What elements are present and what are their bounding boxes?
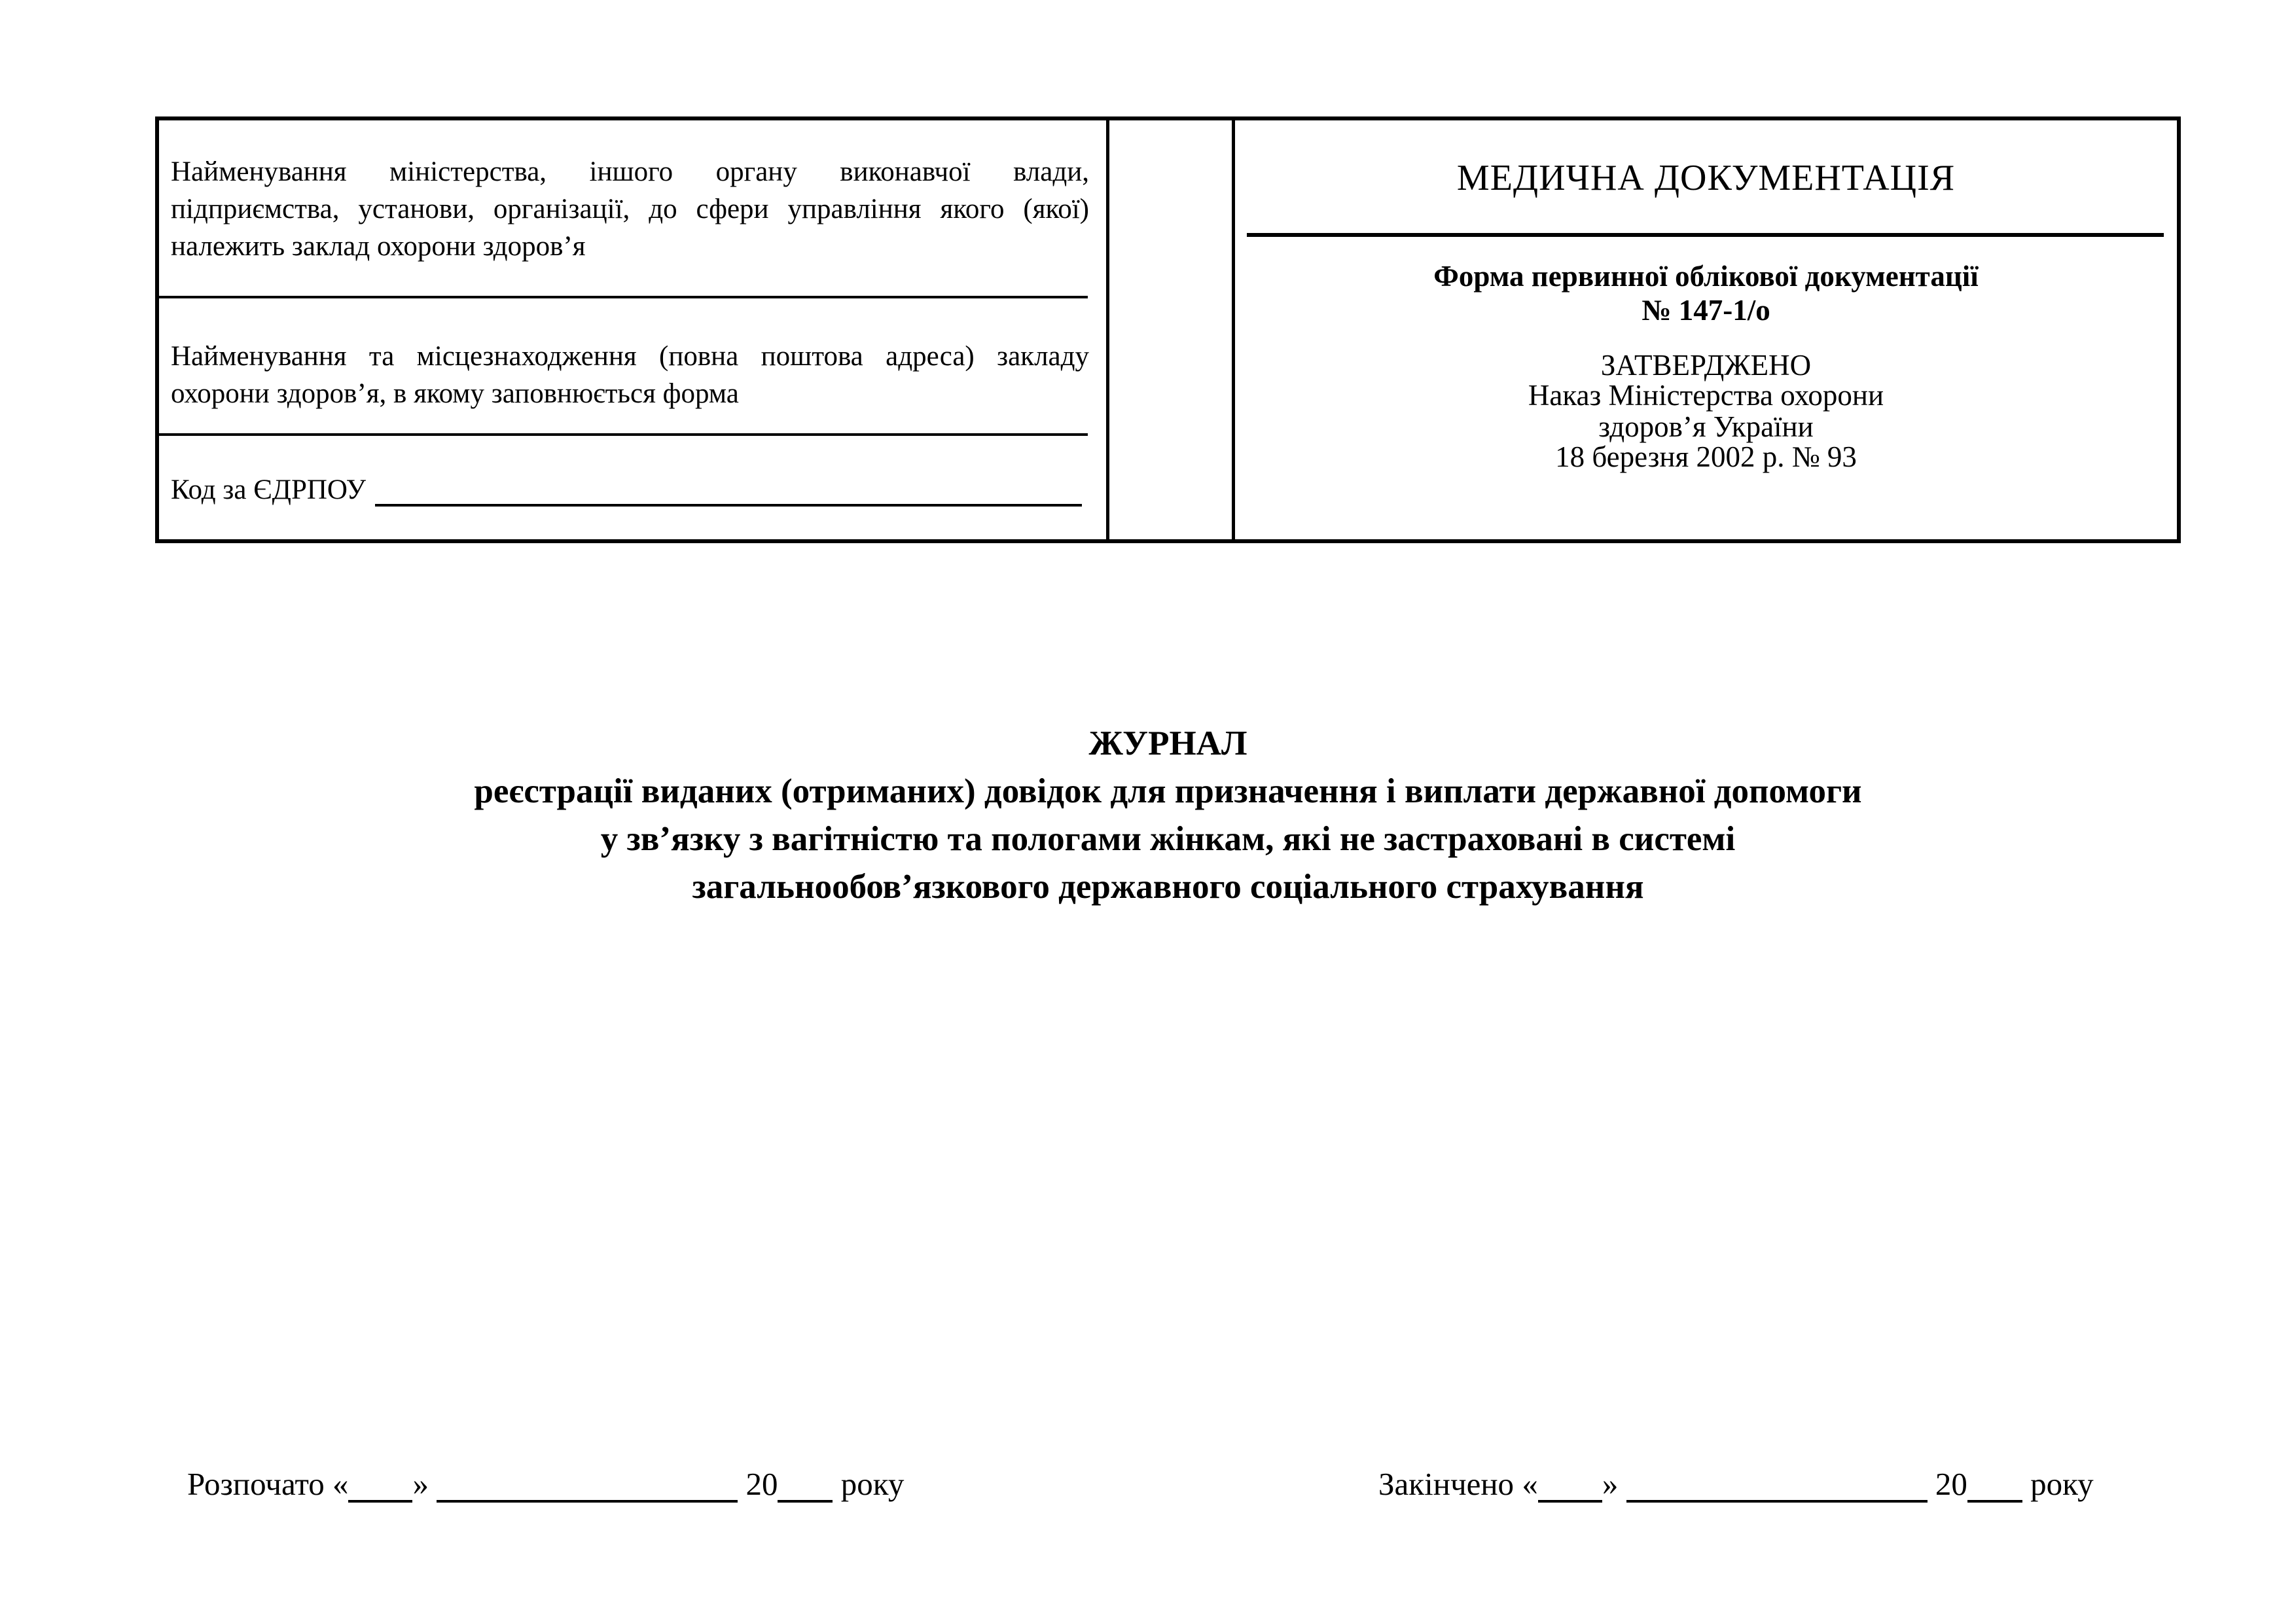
day-fill-in-line bbox=[348, 1493, 412, 1503]
facility-name-line: Найменування та місцезнаходження (повна поштова адреса) закладу bbox=[171, 341, 1089, 372]
started-date-row bbox=[187, 1466, 904, 1503]
close-quote: » bbox=[412, 1466, 429, 1502]
month-fill-in-line bbox=[437, 1493, 738, 1503]
fill-in-line bbox=[159, 433, 1088, 436]
year-prefix: 20 bbox=[1935, 1466, 1967, 1502]
ministry-name-line: належить заклад охорони здоров’я bbox=[171, 231, 586, 262]
empty-code-cell bbox=[1109, 120, 1235, 539]
order-line: Наказ Міністерства охорони bbox=[1528, 379, 1884, 412]
journal-title-line: ЖУРНАЛ bbox=[1088, 724, 1247, 762]
form-number: № 147-1/о bbox=[1641, 294, 1770, 327]
order-line: 18 березня 2002 р. № 93 bbox=[1555, 440, 1857, 473]
edrpou-row bbox=[171, 474, 1089, 507]
close-quote: » bbox=[1602, 1466, 1619, 1502]
year-fill-in-line bbox=[1967, 1493, 2022, 1503]
journal-title-line: загальнообов’язкового державного соціального страхування bbox=[692, 868, 1644, 906]
issuer-info-cell bbox=[159, 120, 1109, 539]
year-prefix: 20 bbox=[745, 1466, 778, 1502]
journal-title-line: у зв’язку з вагітністю та пологами жінкам, які не застраховані в системі bbox=[600, 820, 1736, 858]
edrpou-fill-in-line bbox=[375, 497, 1082, 507]
edrpou-label: Код за ЄДРПОУ bbox=[171, 474, 367, 505]
day-fill-in-line bbox=[1538, 1493, 1602, 1503]
facility-name-line: охорони здоров’я, в якому заповнюється форма bbox=[171, 378, 739, 409]
ministry-name-line: підприємства, установи, організації, до сфери управління якого (якої) bbox=[171, 194, 1089, 224]
started-label: Розпочато bbox=[187, 1466, 325, 1502]
ministry-name-label bbox=[171, 153, 1089, 265]
journal-title bbox=[155, 720, 2181, 911]
fill-in-line bbox=[159, 296, 1088, 298]
form-caption: Форма первинної облікової документації bbox=[1433, 260, 1979, 293]
order-line: здоров’я України bbox=[1598, 410, 1814, 443]
medical-documentation-cell bbox=[1235, 120, 2177, 539]
month-fill-in-line bbox=[1626, 1493, 1928, 1503]
year-word: року bbox=[2030, 1466, 2094, 1502]
ministry-name-line: Найменування міністерства, іншого органу виконавчої влади, bbox=[171, 156, 1089, 187]
journal-title-line: реєстрації виданих (отриманих) довідок для призначення і виплати державної допомоги bbox=[474, 772, 1862, 810]
medical-documentation-title: МЕДИЧНА ДОКУМЕНТАЦІЯ bbox=[1456, 158, 1956, 198]
divider-line bbox=[1247, 233, 2164, 237]
approved-label: ЗАТВЕРДЖЕНО bbox=[1600, 349, 1812, 382]
finished-label: Закінчено bbox=[1378, 1466, 1515, 1502]
open-quote: « bbox=[332, 1466, 349, 1502]
facility-name-label bbox=[171, 338, 1089, 412]
finished-date-row bbox=[1378, 1466, 2094, 1503]
year-word: року bbox=[840, 1466, 905, 1502]
header-table bbox=[155, 116, 2181, 543]
open-quote: « bbox=[1522, 1466, 1538, 1502]
year-fill-in-line bbox=[778, 1493, 833, 1503]
